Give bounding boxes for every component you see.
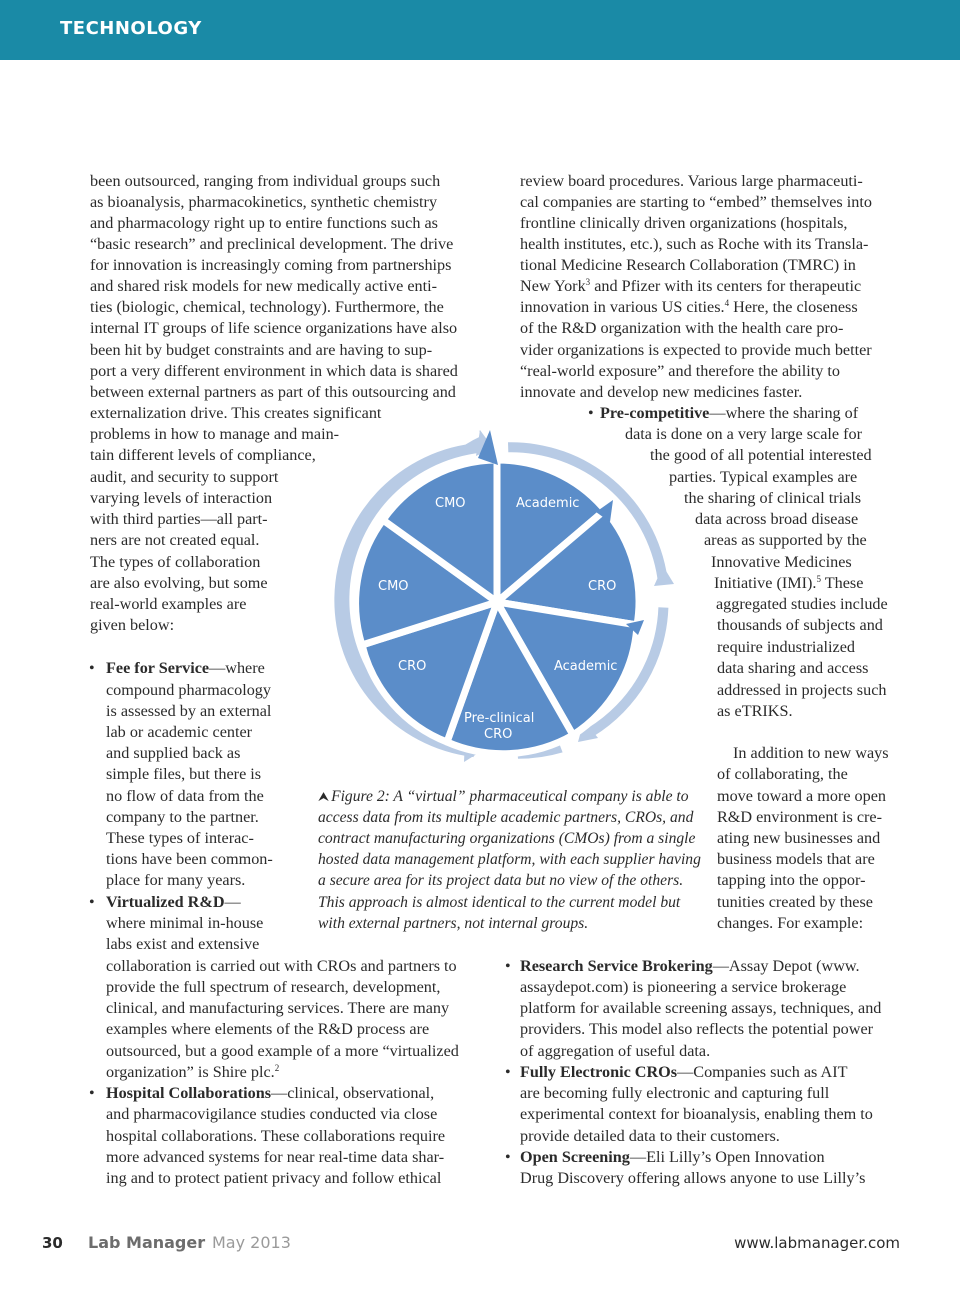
body-line: assaydepot.com) is pioneering a service brokerage bbox=[520, 978, 847, 996]
body-line: outsourced, but a good example of a more “virtualized bbox=[106, 1042, 459, 1060]
body-line: —where the sharing of bbox=[709, 404, 859, 422]
body-line: innovate and develop new medicines faster. bbox=[520, 383, 803, 401]
body-line: for innovation is increasingly coming from partnerships bbox=[90, 256, 452, 274]
bullet-title: Virtualized R&D bbox=[106, 893, 225, 911]
segment-label: Pre-clinical bbox=[464, 711, 535, 726]
body-line: port a very different environment in which data is shared bbox=[90, 362, 458, 380]
body-line: addressed in projects such bbox=[717, 681, 887, 699]
segment-label: CRO bbox=[398, 659, 427, 674]
body-line: frontline clinically driven organizations (hospitals, bbox=[520, 214, 848, 232]
body-line: data sharing and access bbox=[717, 659, 869, 677]
body-line: externalization drive. This creates significant bbox=[90, 404, 382, 422]
caption-line: with external partners, not internal groups. bbox=[318, 915, 589, 932]
body-line: ties (biologic, chemical, technology). Furthermore, the bbox=[90, 298, 444, 316]
body-line: platform for available screening assays, techniques, and bbox=[520, 999, 882, 1017]
website-link[interactable]: www.labmanager.com bbox=[734, 1234, 900, 1252]
body-line: examples where elements of the R&D process are bbox=[106, 1020, 430, 1038]
bullet-marker: • bbox=[89, 1085, 95, 1102]
body-line: the good of all potential interested bbox=[650, 446, 872, 464]
body-line: These types of interac- bbox=[106, 829, 254, 847]
body-line: business models that are bbox=[717, 850, 875, 868]
body-line: Innovative Medicines bbox=[711, 553, 852, 571]
body-line: parties. Typical examples are bbox=[669, 468, 858, 486]
body-line: aggregated studies include bbox=[716, 595, 888, 613]
body-line: —Assay Depot (www. bbox=[712, 957, 860, 975]
bullet-title: Fee for Service bbox=[106, 659, 210, 677]
body-line: and pharmacology right up to entire functions such as bbox=[90, 214, 438, 232]
caption-line: access data from its multiple academic partners, CROs, and bbox=[318, 809, 694, 826]
body-line: lab or academic center bbox=[106, 723, 253, 741]
body-line: review board procedures. Various large pharmaceuti- bbox=[520, 172, 863, 190]
body-line: hospital collaborations. These collaborations require bbox=[106, 1127, 446, 1145]
body-line: more advanced systems for near real-time data shar- bbox=[106, 1148, 445, 1166]
body-line: areas as supported by the bbox=[704, 531, 867, 549]
body-line: been hit by budget constraints and are having to sup- bbox=[90, 341, 433, 359]
body-line: —clinical, observational, bbox=[271, 1084, 435, 1102]
footnote-ref: 2 bbox=[274, 1063, 280, 1073]
segment-label: CRO bbox=[484, 727, 513, 742]
body-line: as eTRIKS. bbox=[717, 702, 793, 720]
segment-label: CRO bbox=[588, 579, 617, 594]
body-line: move toward a more open bbox=[717, 787, 887, 805]
virtual-company-diagram bbox=[318, 420, 678, 780]
body-line: as bioanalysis, pharmacokinetics, synthetic chemistry bbox=[90, 193, 438, 211]
body-line: given below: bbox=[90, 616, 175, 634]
body-line: R&D environment is cre- bbox=[717, 808, 882, 826]
body-line: “real-world exposure” and therefore the ability to bbox=[520, 362, 841, 380]
body-line: ing and to protect patient privacy and follow ethical bbox=[106, 1169, 442, 1187]
body-line: of collaborating, the bbox=[717, 765, 848, 783]
bullet-marker: • bbox=[505, 1149, 511, 1166]
body-line: experimental context for bioanalysis, enabling them to bbox=[520, 1105, 873, 1123]
body-line: data is done on a very large scale for bbox=[625, 425, 863, 443]
bullet-title: Open Screening bbox=[520, 1148, 630, 1166]
body-line: “basic research” and preclinical development. The drive bbox=[90, 235, 454, 253]
body-line: New York$^3$ and Pfizer with its centers for therapeutic bbox=[520, 277, 862, 295]
body-line: compound pharmacology bbox=[106, 681, 271, 699]
body-line: —Eli Lilly’s Open Innovation bbox=[629, 1148, 825, 1166]
magazine-name: Lab Manager bbox=[88, 1233, 206, 1252]
body-line: problems in how to manage and main- bbox=[90, 425, 340, 443]
bullet-marker: • bbox=[588, 405, 594, 422]
body-line: real-world examples are bbox=[90, 595, 247, 613]
body-line: tional Medicine Research Collaboration (TMRC) in bbox=[520, 256, 856, 274]
section-label: TECHNOLOGY bbox=[60, 18, 202, 39]
body-line: ners are not created equal. bbox=[90, 531, 260, 549]
body-line: providers. This model also reflects the potential power bbox=[520, 1020, 874, 1038]
bullet-marker: • bbox=[505, 1064, 511, 1081]
body-line: tain different levels of compliance, bbox=[90, 446, 316, 464]
section-header-bar bbox=[0, 0, 960, 60]
segment-label: Academic bbox=[516, 496, 580, 511]
body-line: audit, and security to support bbox=[90, 468, 279, 486]
bullet-marker: • bbox=[89, 894, 95, 911]
body-line: is assessed by an external bbox=[106, 702, 272, 720]
body-line: thousands of subjects and bbox=[717, 616, 883, 634]
body-line: require industrialized bbox=[717, 638, 855, 656]
body-line: cal companies are starting to “embed” themselves into bbox=[520, 193, 872, 211]
body-line: internal IT groups of life science organizations have also bbox=[90, 319, 458, 337]
body-line: tions have been common- bbox=[106, 850, 273, 868]
segment-label: CMO bbox=[378, 579, 409, 594]
body-line: — bbox=[224, 893, 241, 911]
segment-label: Academic bbox=[554, 659, 618, 674]
body-line: between external partners as part of this outsourcing and bbox=[90, 383, 456, 401]
body-line: are also evolving, but some bbox=[90, 574, 268, 592]
issue-date: May 2013 bbox=[212, 1233, 291, 1252]
body-line: simple files, but there is bbox=[106, 765, 262, 783]
body-line: the sharing of clinical trials bbox=[684, 489, 862, 507]
body-line: place for many years. bbox=[106, 871, 246, 889]
page-number: 30 bbox=[42, 1234, 63, 1252]
bullet-title: Pre-competitive bbox=[600, 404, 710, 422]
footnote-ref: 3 bbox=[585, 277, 591, 287]
bullet-marker: • bbox=[89, 660, 95, 677]
caption-line: a secure area for its project data but no view of the others. bbox=[318, 872, 684, 889]
bullet-title: Research Service Brokering bbox=[520, 957, 713, 975]
footnote-ref: 5 bbox=[816, 574, 821, 584]
body-line: tunities created by these bbox=[717, 893, 873, 911]
body-line: Drug Discovery offering allows anyone to use Lilly’s bbox=[520, 1169, 866, 1187]
body-line: In addition to new ways bbox=[733, 744, 889, 762]
body-line: of the R&D organization with the health care pro- bbox=[520, 319, 844, 337]
body-line: and pharmacovigilance studies conducted via close bbox=[106, 1105, 438, 1123]
body-line: health institutes, etc.), such as Roche with its Transla- bbox=[520, 235, 869, 253]
caption-line: contract manufacturing organizations (CMOs) from a single bbox=[318, 830, 696, 847]
body-line: varying levels of interaction bbox=[90, 489, 273, 507]
caption-line: ⮝ Figure 2: A “virtual” pharmaceutical company is able to bbox=[318, 788, 689, 805]
diagram-segments bbox=[356, 460, 639, 754]
body-line: collaboration is carried out with CROs and partners to bbox=[106, 957, 457, 975]
body-line: organization” is Shire plc.$^2$ bbox=[106, 1063, 280, 1081]
caption-line: This approach is almost identical to the current model but bbox=[318, 894, 681, 911]
body-line: innovation in various US cities.$^4$ Here, the closeness bbox=[520, 298, 858, 316]
body-line: and supplied back as bbox=[106, 744, 241, 762]
bullet-hospital bbox=[106, 1083, 434, 1104]
body-line: provide the full spectrum of research, development, bbox=[106, 978, 441, 996]
body-line: are becoming fully electronic and capturing full bbox=[520, 1084, 830, 1102]
body-line: vider organizations is expected to provide much better bbox=[520, 341, 872, 359]
body-line: changes. For example: bbox=[717, 914, 864, 932]
bullet-title: Hospital Collaborations bbox=[106, 1084, 272, 1102]
body-line: where minimal in-house bbox=[106, 914, 264, 932]
bullet-service-brokering bbox=[520, 956, 860, 977]
body-line: Initiative (IMI).$^5$ These bbox=[714, 574, 864, 592]
body-line: and shared risk models for new medically active enti- bbox=[90, 277, 438, 295]
segment-label: CMO bbox=[435, 496, 466, 511]
body-line: data across broad disease bbox=[695, 510, 859, 528]
bullet-title: Fully Electronic CROs bbox=[520, 1063, 678, 1081]
body-line: been outsourced, ranging from individual groups such bbox=[90, 172, 441, 190]
body-line: with third parties—all part- bbox=[90, 510, 268, 528]
body-line: —Companies such as AIT bbox=[677, 1063, 848, 1081]
body-line: no flow of data from the bbox=[106, 787, 264, 805]
body-line: The types of collaboration bbox=[90, 553, 261, 571]
bullet-fee-for-service bbox=[106, 658, 265, 679]
bullet-open-screening bbox=[520, 1147, 825, 1168]
bullet-virtualized bbox=[106, 892, 241, 913]
footnote-ref: 4 bbox=[724, 298, 730, 308]
caption-marker-icon: ⮝ bbox=[318, 789, 330, 804]
body-line: company to the partner. bbox=[106, 808, 259, 826]
body-line: tapping into the oppor- bbox=[717, 871, 866, 889]
bullet-marker: • bbox=[505, 958, 511, 975]
body-line: of aggregation of useful data. bbox=[520, 1042, 711, 1060]
body-line: labs exist and extensive bbox=[106, 935, 260, 953]
caption-line: hosted data management platform, with each supplier having bbox=[318, 851, 701, 868]
body-line: ating new businesses and bbox=[717, 829, 881, 847]
body-line: provide detailed data to their customers. bbox=[520, 1127, 780, 1145]
body-line: —where bbox=[209, 659, 265, 677]
body-line: clinical, and manufacturing services. There are many bbox=[106, 999, 450, 1017]
bullet-electronic-cros bbox=[520, 1062, 847, 1083]
